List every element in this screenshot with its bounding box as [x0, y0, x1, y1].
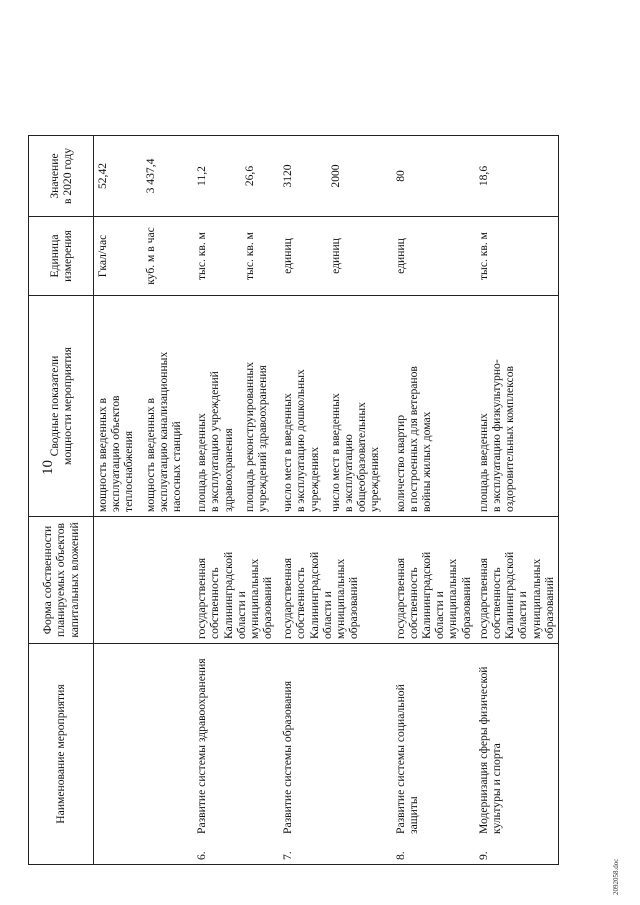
indicator-item: [144, 300, 184, 512]
indicator-line: учреждениях: [368, 446, 382, 512]
page-number: 10: [40, 460, 56, 475]
indicator-line: войны жилых домах: [420, 411, 434, 512]
indicator-value: 26,6: [242, 165, 256, 187]
indicator-line: в эксплуатацию: [342, 434, 356, 512]
ownership-line: государственная собственность: [393, 557, 420, 639]
indicator-line: мощность введенных в: [96, 397, 109, 512]
table-header-row: [29, 136, 94, 865]
indicator-value: 80: [393, 170, 407, 182]
indicator-line: здравоохранения: [221, 428, 235, 512]
table-row: [475, 136, 559, 865]
indicator-value: 3 437,4: [143, 158, 157, 194]
indicator-line: насосных станций: [170, 421, 184, 512]
ownership-line: Калининградской области и: [503, 551, 530, 639]
indicator-line: учреждениях: [307, 446, 321, 512]
measure-name-cell: [475, 644, 559, 865]
ownership-cell: [193, 517, 279, 644]
measure-name-line: Модернизация сферы физической: [476, 666, 490, 834]
ownership-line: муниципальных образований: [446, 558, 473, 639]
indicator-line: площадь введенных: [476, 413, 490, 512]
unit-value: единиц: [328, 238, 342, 274]
values-cell: [475, 136, 559, 217]
values-cell: [279, 136, 391, 217]
measure-name-cell: [193, 644, 279, 865]
ownership-line: муниципальных образований: [248, 558, 275, 639]
unit-value: единиц: [281, 238, 295, 274]
ownership-line: муниципальных образований: [529, 558, 556, 639]
indicator-line: число мест в введенных: [281, 393, 295, 512]
indicator-value: 3120: [281, 164, 295, 188]
indicator-item: [477, 300, 517, 512]
measure-number: 6.: [195, 851, 209, 860]
indicator-line: в эксплуатацию учреждений: [208, 371, 222, 512]
values-cell: [193, 136, 279, 217]
header-ownership: [29, 517, 94, 644]
indicators-cell: [392, 296, 475, 517]
measure-number: 9.: [476, 851, 490, 860]
indicator-item: [96, 300, 136, 512]
indicators-cell: [94, 296, 194, 517]
ownership-line: государственная собственность: [195, 557, 222, 639]
indicator-value: 18,6: [476, 165, 490, 187]
indicator-value: 52,42: [96, 162, 109, 190]
table-row: [392, 136, 475, 865]
measure-name-cell: [279, 644, 391, 865]
header-value-line: Значение: [47, 153, 61, 199]
indicators-cell: [193, 296, 279, 517]
ownership-cell: [279, 517, 391, 644]
indicator-line: теплоснабжения: [122, 430, 136, 512]
ownership-line: Калининградской области и: [420, 551, 447, 639]
header-unit: [29, 217, 94, 296]
measure-name-line: Развитие системы здравоохранения: [195, 658, 209, 834]
ownership-line: государственная собственность: [281, 557, 308, 639]
indicator-value: 11,2: [195, 166, 209, 186]
indicators-cell: [475, 296, 559, 517]
measure-name: [195, 654, 208, 834]
indicator-line: в эксплуатацию физкультурно-: [490, 359, 504, 512]
ownership-cell: [392, 517, 475, 644]
measure-name-line: защиты: [406, 796, 420, 834]
indicator-line: оздоровительных комплексов: [503, 366, 517, 512]
table-body: [94, 136, 559, 865]
header-ownership-line: капитальных вложений: [67, 522, 81, 638]
measure-name: [281, 654, 294, 834]
measure-name-line: Развитие системы социальной: [393, 684, 407, 834]
ownership-line: государственная собственность: [476, 557, 504, 639]
values-cell: [94, 136, 194, 217]
indicator-line: учреждений здравоохранения: [256, 365, 270, 512]
units-cell: [94, 217, 194, 296]
ownership-line: муниципальных образований: [334, 558, 361, 639]
header-value-line: в 2020 году: [61, 147, 74, 205]
indicator-item: [195, 300, 235, 512]
units-cell: [475, 217, 559, 296]
header-indicators-line: мощности мероприятия: [61, 347, 74, 465]
indicator-item: [394, 300, 434, 512]
ownership-line: Калининградской области и: [221, 551, 248, 639]
header-indicators: [29, 296, 94, 517]
header-ownership-line: планируемых объектов: [54, 523, 68, 638]
indicator-line: в построенных для ветеранов: [406, 366, 420, 512]
values-cell: [392, 136, 475, 217]
indicator-item: [329, 300, 382, 512]
ownership-cell: [94, 517, 194, 644]
footer-filename: 2092058.doc: [612, 858, 620, 895]
indicator-line: площадь введенных: [195, 413, 209, 512]
table-row: [94, 136, 194, 865]
unit-value: тыс. кв. м: [195, 231, 209, 281]
indicator-value: 2000: [328, 164, 342, 188]
header-value: [29, 136, 94, 217]
indicator-item: [281, 300, 321, 512]
units-cell: [279, 217, 391, 296]
table-row: [279, 136, 391, 865]
header-ownership-line: Форма собственности: [41, 525, 55, 635]
unit-value: единиц: [393, 238, 407, 274]
unit-value: Гкал/час: [96, 234, 109, 278]
indicator-line: количество квартир: [393, 414, 407, 512]
indicator-line: общеобразовательных: [355, 402, 369, 512]
measure-name-line: культуры и спорта: [490, 743, 504, 834]
ownership-line: Калининградской области и: [307, 551, 334, 639]
indicator-line: площадь реконструированных: [242, 362, 256, 512]
measure-number: 8.: [393, 851, 407, 860]
table-row: [193, 136, 279, 865]
indicator-line: эксплуатацию канализационных: [156, 351, 170, 512]
indicator-line: мощность введенных в: [143, 397, 157, 512]
header-name: Наименование мероприятия: [29, 644, 94, 865]
ownership-cell: [475, 517, 559, 644]
indicator-line: эксплуатацию объектов: [109, 395, 123, 512]
measure-name-cell: [94, 644, 194, 865]
indicator-line: число мест в введенных: [328, 393, 342, 512]
unit-value: тыс. кв. м: [476, 231, 490, 281]
measure-name-cell: [392, 644, 475, 865]
unit-value: куб. м в час: [143, 227, 157, 285]
measures-table: [28, 135, 559, 865]
header-indicators-line: Сводные показатели: [47, 355, 61, 457]
indicators-cell: [279, 296, 391, 517]
measure-name: [394, 654, 420, 834]
units-cell: [392, 217, 475, 296]
unit-value: тыс. кв. м: [242, 231, 256, 281]
header-unit-line: Единица: [47, 234, 61, 278]
indicator-item: [243, 300, 269, 512]
header-unit-line: измерения: [61, 230, 74, 282]
measure-number: 7.: [281, 851, 295, 860]
units-cell: [193, 217, 279, 296]
measure-name-line: Развитие системы образования: [281, 680, 295, 834]
measure-name: [477, 654, 503, 834]
indicator-line: в эксплуатацию дошкольных: [294, 369, 308, 512]
